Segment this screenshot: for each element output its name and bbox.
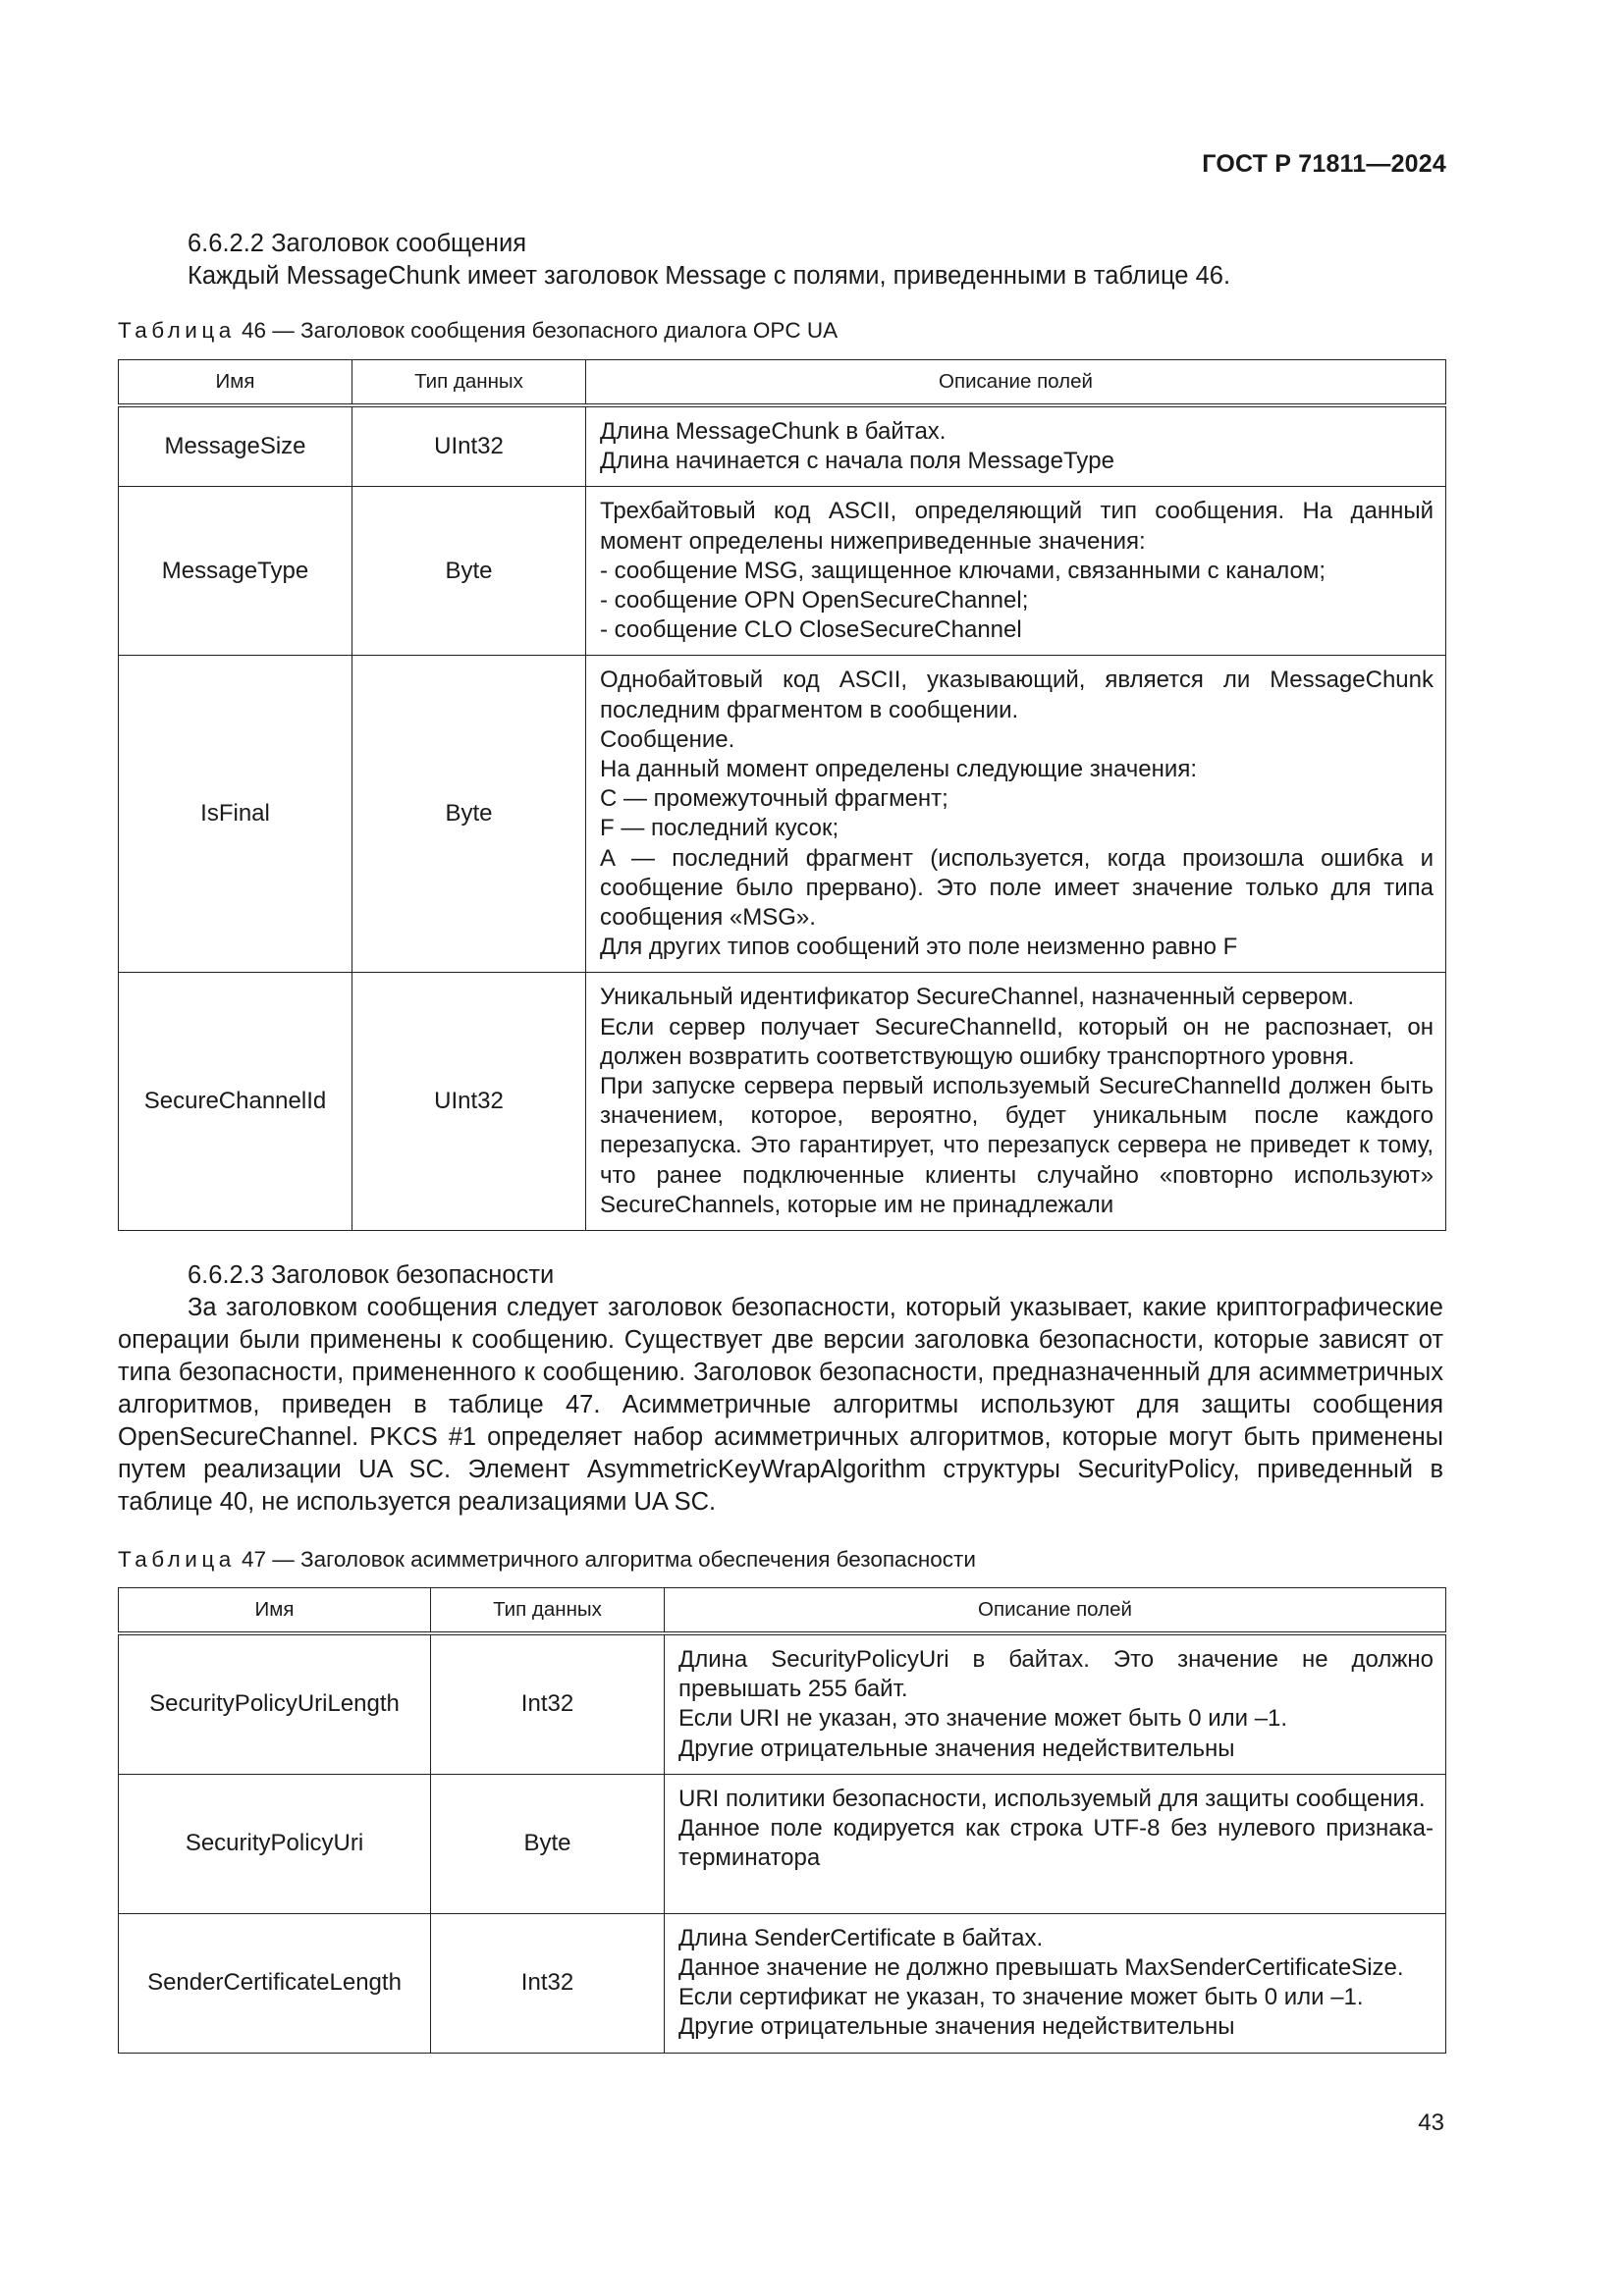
- table-46-col-desc: Описание полей: [586, 360, 1446, 406]
- section-6-6-2-2-title: 6.6.2.2 Заголовок сообщения: [188, 230, 527, 257]
- table-47-caption-prefix: Таблица: [118, 1547, 236, 1572]
- description-line: Уникальный идентификатор SecureChannel, назначенный сервером.: [600, 984, 1355, 1011]
- table-47-header-row: [119, 1588, 1446, 1634]
- field-name-cell: SecurityPolicyUri: [119, 1774, 431, 1913]
- description-line: - сообщение CLO CloseSecureChannel: [600, 616, 1022, 644]
- description-line: Длина начинается с начала поля MessageType: [600, 448, 1114, 475]
- description-line: F — последний кусок;: [600, 815, 839, 842]
- description-line: Длина MessageChunk в байтах.: [600, 418, 947, 445]
- description-line: Длина SecurityPolicyUri в байтах. Это значение не должно превышать 255 байт.: [678, 1646, 1434, 1703]
- data-type-cell: Byte: [352, 487, 586, 656]
- description-cell: [586, 656, 1446, 973]
- table-row: [119, 405, 1446, 487]
- table-row: [119, 1913, 1446, 2053]
- description-cell: [586, 487, 1446, 656]
- field-name-cell: SenderCertificateLength: [119, 1913, 431, 2053]
- data-type-cell: Byte: [352, 656, 586, 973]
- table-46-caption: [118, 317, 838, 345]
- table-46: [118, 359, 1446, 1231]
- table-row: [119, 487, 1446, 656]
- description-line: Однобайтовый код ASCII, указывающий, является ли MessageChunk последним фрагментом в сообщении.: [600, 667, 1434, 723]
- description-line: Другие отрицательные значения недействительны: [678, 1735, 1235, 1762]
- description-line: Длина SenderCertificate в байтах.: [678, 1924, 1044, 1951]
- field-name-cell: SecureChannelId: [119, 973, 352, 1231]
- table-46-col-type: Тип данных: [352, 360, 586, 406]
- field-name-cell: MessageType: [119, 487, 352, 656]
- table-row: [119, 973, 1446, 1231]
- section-6-6-2-3-text: За заголовком сообщения следует заголовок безопасности, который указывает, какие криптографические операции были применены к сообщению. Существует две версии заголовка безопасности, которые зависят от типа безопасности, примененного к сообщению. Заголовок безопасности, предназначенный для асимметричных алгоритмов, приведен в таблице 47. Асимметричные алгоритмы используют для защиты сообщения OpenSecureChannel. PKCS #1 определяет набор асимметричных алгоритмов, которые могут быть применены путем реализации UA SC. Элемент AsymmetricKeyWrapAlgorithm структуры SecurityPolicy, приведенный в таблице 40, не используется реализациями UA SC.: [118, 1294, 1443, 1516]
- data-type-cell: UInt32: [352, 405, 586, 487]
- field-name-cell: IsFinal: [119, 656, 352, 973]
- data-type-cell: UInt32: [352, 973, 586, 1231]
- description-line: Данное поле кодируется как строка UTF-8 без нулевого признака-терминатора: [678, 1815, 1434, 1872]
- data-type-cell: Byte: [431, 1774, 665, 1913]
- description-cell: [665, 1913, 1446, 2053]
- description-line: A — последний фрагмент (используется, когда произошла ошибка и сообщение было прервано). Это поле имеет значение только для типа сообщения «MSG».: [600, 844, 1434, 932]
- description-line: Для других типов сообщений это поле неизменно равно F: [600, 934, 1238, 961]
- data-type-cell: Int32: [431, 1633, 665, 1774]
- description-cell: [586, 973, 1446, 1231]
- table-46-header-row: [119, 360, 1446, 406]
- table-row: [119, 656, 1446, 973]
- table-row: [119, 1633, 1446, 1774]
- description-line: Если сервер получает SecureChannelId, который он не распознает, он должен возвратить соответствующую ошибку транспортного уровня.: [600, 1013, 1434, 1070]
- section-6-6-2-3-title: 6.6.2.3 Заголовок безопасности: [188, 1261, 555, 1289]
- table-47-caption: [118, 1546, 976, 1574]
- table-46-col-name: Имя: [119, 360, 352, 406]
- table-47-col-desc: Описание полей: [665, 1588, 1446, 1634]
- field-name-cell: MessageSize: [119, 405, 352, 487]
- description-line: Другие отрицательные значения недействительны: [678, 2013, 1235, 2041]
- description-cell: [665, 1633, 1446, 1774]
- description-line: Если сертификат не указан, то значение может быть 0 или –1.: [678, 1984, 1364, 2011]
- section-6-6-2-2-text: Каждый MessageChunk имеет заголовок Message с полями, приведенными в таблице 46.: [188, 262, 1231, 290]
- description-line: - сообщение MSG, защищенное ключами, связанными с каналом;: [600, 557, 1326, 584]
- description-line: При запуске сервера первый используемый SecureChannelId должен быть значением, которое, вероятно, будет уникальным после каждого перезапуска. Это гарантирует, что перезапуск сервера не приведет к тому, что ранее подключенные клиенты случайно «повторно используют» SecureChannels, которые им не принадлежали: [600, 1073, 1434, 1218]
- description-line: URI политики безопасности, используемый для защиты сообщения.: [678, 1785, 1426, 1812]
- table-47-col-type: Тип данных: [431, 1588, 665, 1634]
- description-line: Сообщение.: [600, 725, 735, 753]
- description-line: Данное значение не должно превышать MaxSenderCertificateSize.: [678, 1954, 1404, 1982]
- description-line: Трехбайтовый код ASCII, определяющий тип сообщения. На данный момент определены нижеприведенные значения:: [600, 498, 1434, 555]
- table-47-caption-text: 47 — Заголовок асимметричного алгоритма обеспечения безопасности: [242, 1547, 976, 1572]
- table-47: [118, 1587, 1446, 2054]
- description-cell: [665, 1774, 1446, 1913]
- description-cell: [586, 405, 1446, 487]
- description-line: C — промежуточный фрагмент;: [600, 785, 948, 813]
- description-line: Если URI не указан, это значение может быть 0 или –1.: [678, 1705, 1288, 1733]
- table-47-col-name: Имя: [119, 1588, 431, 1634]
- table-46-caption-prefix: Таблица: [118, 318, 236, 343]
- data-type-cell: Int32: [431, 1913, 665, 2053]
- document-id: ГОСТ Р 71811—2024: [1202, 150, 1446, 178]
- field-name-cell: SecurityPolicyUriLength: [119, 1633, 431, 1774]
- page-number: 43: [1418, 2109, 1444, 2136]
- description-line: - сообщение OPN OpenSecureChannel;: [600, 587, 1029, 614]
- table-row: [119, 1774, 1446, 1913]
- description-line: На данный момент определены следующие значения:: [600, 756, 1197, 783]
- table-46-caption-text: 46 — Заголовок сообщения безопасного диалога OPC UA: [242, 318, 839, 343]
